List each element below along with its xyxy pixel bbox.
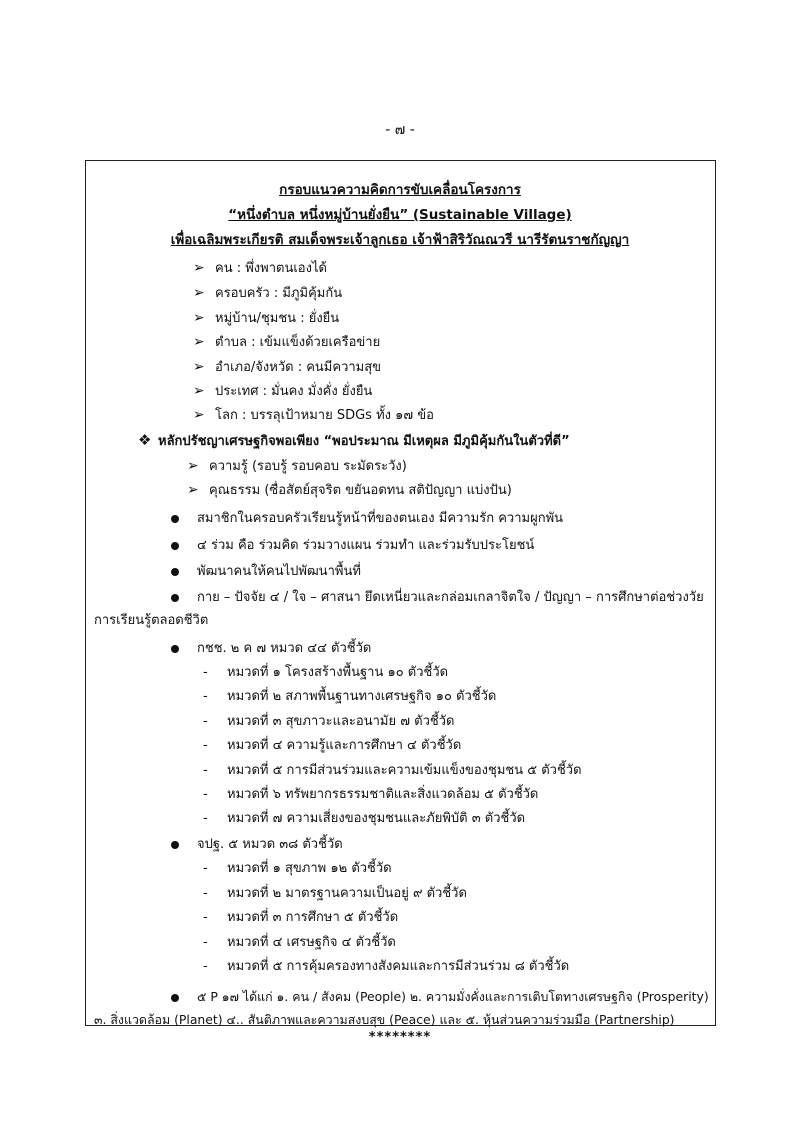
five-p-continuation: ๓. สิ่งแวดล้อม (Planet) ๔.. สันติภาพและความสงบสุข (Peace) และ ๕. หุ้นส่วนความร่วมมือ (Partnership) [94,1012,675,1027]
kchch-heading: กชช. ๒ ค ๗ หมวด ๔๔ ตัวชี้วัด [171,640,371,658]
bullet-icon [171,594,179,602]
philosophy-heading: ❖ หลักปรัชญาเศรษฐกิจพอเพียง “พอประมาณ มีเหตุผล มีภูมิคุ้มกันในตัวที่ดี” [138,431,570,449]
bullet-item: พัฒนาคนให้คนไปพัฒนาพื้นที่ [171,563,361,581]
end-mark: ******** [368,1030,432,1045]
kchch-item: - หมวดที่ ๒ สภาพพื้นฐานทางเศรษฐกิจ ๑๐ ตัวชี้วัด [203,689,497,704]
bullet-item: สมาชิกในครอบครัวเรียนรู้หน้าที่ของตนเอง มีความรัก ความผูกพัน [171,510,563,528]
arrow-icon: ➢ [193,260,205,276]
jpt-item: - หมวดที่ ๕ การคุ้มครองทางสังคมและการมีส่วนร่วม ๘ ตัวชี้วัด [203,959,570,974]
title-line-1: กรอบแนวความคิดการขับเคลื่อนโครงการ [279,182,521,198]
title-line-2: “หนึ่งตำบล หนึ่งหมู่บ้านยั่งยืน” (Sustainable Village) [228,207,572,223]
arrow-icon: ➢ [193,310,205,326]
level-item: ➢ โลก : บรรลุเป้าหมาย SDGs ทั้ง ๑๗ ข้อ [193,407,434,423]
level-item: ➢ อำเภอ/จังหวัด : คนมีความสุข [193,359,382,375]
bullet-icon [171,515,179,523]
bullet-item: กาย – ปัจจัย ๔ / ใจ – ศาสนา ยึดเหนี่ยวและกล่อมเกลาจิตใจ / ปัญญา – การศึกษาต่อช่วงวัย [171,589,704,607]
arrow-icon: ➢ [193,383,205,399]
five-p-item: ๕ P ๑๗ ได้แก่ ๑. คน / สังคม (People) ๒. ความมั่งคั่งและการเติบโตทางเศรษฐกิจ (Prosperity) [171,988,709,1006]
bullet-item: ๔ ร่วม คือ ร่วมคิด ร่วมวางแผน ร่วมทำ และร่วมรับประโยชน์ [171,537,534,555]
kchch-item: - หมวดที่ ๖ ทรัพยากรธรรมชาติและสิ่งแวดล้อม ๕ ตัวชี้วัด [203,787,539,802]
bullet-continuation: การเรียนรู้ตลอดชีวิต [94,613,209,628]
arrow-icon: ➢ [193,359,205,375]
bullet-icon [171,841,179,849]
kchch-item: - หมวดที่ ๗ ความเสี่ยงของชุมชนและภัยพิบัติ ๓ ตัวชี้วัด [203,811,526,826]
arrow-icon: ➢ [193,407,205,423]
kchch-item: - หมวดที่ ๕ การมีส่วนร่วมและความเข้มแข็งของชุมชน ๕ ตัวชี้วัด [203,763,582,778]
philosophy-item: ➢ คุณธรรม (ซื่อสัตย์สุจริต ขยันอดทน สติปัญญา แบ่งปัน) [187,482,512,498]
jpt-item: - หมวดที่ ๑ สุขภาพ ๑๒ ตัวชี้วัด [203,861,392,876]
level-item: ➢ คน : พึ่งพาตนเองได้ [193,260,327,276]
level-item: ➢ หมู่บ้าน/ชุมชน : ยั่งยืน [193,310,340,326]
arrow-icon: ➢ [187,458,199,474]
jpt-heading: จปฐ. ๕ หมวด ๓๘ ตัวชี้วัด [171,836,343,854]
title-line-3: เพื่อเฉลิมพระเกียรติ สมเด็จพระเจ้าลูกเธอ เจ้าฟ้าสิริวัณณวรี นารีรัตนราชกัญญา [170,232,630,248]
arrow-icon: ➢ [193,334,205,350]
bullet-icon [171,994,179,1002]
kchch-item: - หมวดที่ ๓ สุขภาวะและอนามัย ๗ ตัวชี้วัด [203,714,455,729]
arrow-icon: ➢ [193,285,205,301]
jpt-item: - หมวดที่ ๒ มาตรฐานความเป็นอยู่ ๙ ตัวชี้วัด [203,886,467,901]
bullet-icon [171,645,179,653]
level-item: ➢ ครอบครัว : มีภูมิคุ้มกัน [193,285,343,301]
jpt-item: - หมวดที่ ๓ การศึกษา ๕ ตัวชี้วัด [203,910,399,925]
arrow-icon: ➢ [187,482,199,498]
kchch-item: - หมวดที่ ๔ ความรู้และการศึกษา ๔ ตัวชี้วัด [203,738,462,753]
bullet-icon [171,568,179,576]
philosophy-item: ➢ ความรู้ (รอบรู้ รอบคอบ ระมัดระวัง) [187,458,407,474]
diamond-bullet-icon: ❖ [138,431,152,449]
page-number: - ๗ - [385,122,415,138]
jpt-item: - หมวดที่ ๔ เศรษฐกิจ ๔ ตัวชี้วัด [203,935,396,950]
kchch-item: - หมวดที่ ๑ โครงสร้างพื้นฐาน ๑๐ ตัวชี้วัด [203,665,449,680]
level-item: ➢ ตำบล : เข้มแข็งด้วยเครือข่าย [193,334,381,350]
bullet-icon [171,542,179,550]
level-item: ➢ ประเทศ : มั่นคง มั่งคั่ง ยั่งยืน [193,383,373,399]
